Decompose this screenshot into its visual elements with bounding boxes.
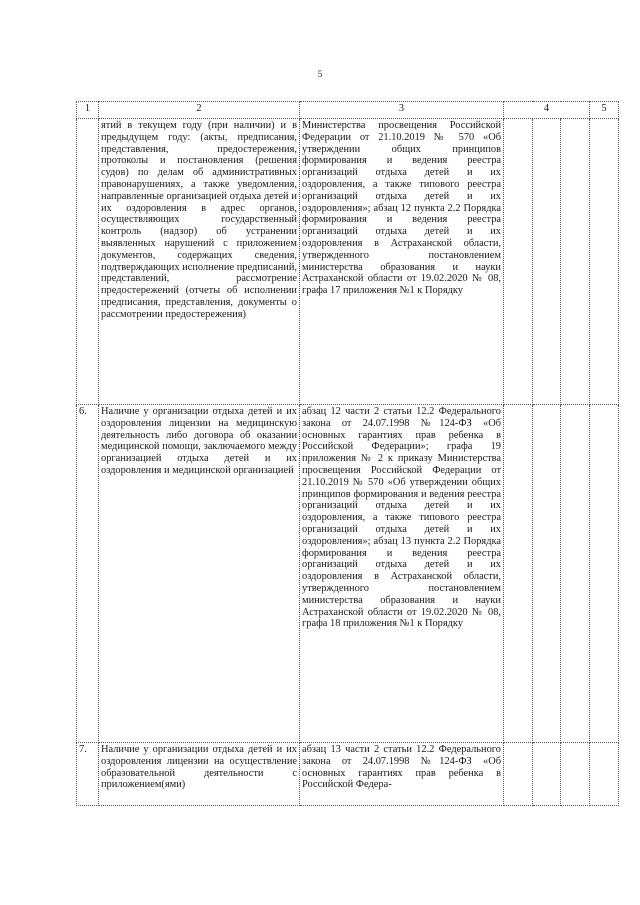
col4-cell-b — [533, 119, 561, 405]
page-number: 5 — [317, 70, 323, 80]
col5-cell — [590, 743, 619, 806]
table-row — [77, 119, 619, 405]
header-col-3: 3 — [300, 102, 504, 119]
requirement-cell: Наличие у организации отдыха детей и их оздоровления лицензии на медицинскую деятельность либо договора об оказании медицинской помощи, заключаемого между организацией отдыха детей и их оздоровления и медицинской организацией — [99, 405, 300, 743]
col4-cell-a — [504, 405, 533, 743]
col4-cell-c — [561, 743, 590, 806]
legal-basis-cell: Министерства просвещения Российской Федерации от 21.10.2019 № 570 «Об утверждении общих принципов формирования и ведения реестра организаций отдыха детей и их оздоровления, а также типового реестра организаций отдыха детей и их оздоровления»; абзац 12 пункта 2.2 Порядка формирования и ведения реестра организаций отдыха детей и их оздоровления в Астраханской области, утвержденного постановлением министерства образования и науки Астраханской области от 19.02.2020 № 08, графа 17 приложения №1 к Порядку — [300, 119, 504, 405]
col4-cell-b — [533, 405, 561, 743]
col4-cell-a — [504, 743, 533, 806]
col4-cell-b — [533, 743, 561, 806]
header-col-5: 5 — [590, 102, 619, 119]
col4-cell-c — [561, 405, 590, 743]
row-number: 6. — [77, 405, 99, 743]
row-number: 7. — [77, 743, 99, 806]
col4-cell-a — [504, 119, 533, 405]
table-row — [77, 405, 619, 743]
table-header-row — [77, 102, 619, 119]
col5-cell — [590, 405, 619, 743]
header-col-4: 4 — [504, 102, 590, 119]
requirement-cell: ятий в текущем году (при наличии) и в предыдущем году: (акты, предписания, представления, предостережения, протоколы и постановления (решения судов) по делам об административных правонарушениях, а также уведомления, направленные организацией отдыха детей и их оздоровления в адрес органов, осуществляющих государственный контроль (надзор) об устранении выявленных нарушений с приложением документов, содержащих сведения, подтверждающих исполнение предписаний, представлений, рассмотрение предостережений (отчеты об исполнении предписания, представления, документы о рассмотрении предостережения) — [99, 119, 300, 405]
header-col-2: 2 — [99, 102, 300, 119]
requirement-cell: Наличие у организации отдыха детей и их оздоровления лицензии на осуществление образовательной деятельности с приложением(ями) — [99, 743, 300, 806]
legal-basis-cell: абзац 13 части 2 статьи 12.2 Федерального закона от 24.07.1998 №124-ФЗ «Об основных гарантиях прав ребенка в Российской Федера- — [300, 743, 504, 806]
header-col-1: 1 — [77, 102, 99, 119]
col5-cell — [590, 119, 619, 405]
col4-cell-c — [561, 119, 590, 405]
checklist-table — [76, 101, 619, 806]
table-row — [77, 743, 619, 806]
legal-basis-cell: абзац 12 части 2 статьи 12.2 Федерального закона от 24.07.1998 №124-ФЗ «Об основных гарантиях прав ребенка в Российской Федерации»; графа 19 приложения № 2 к приказу Министерства просвещения Российской Федерации от 21.10.2019 № 570 «Об утверждении общих принципов формирования и ведения реестра организаций отдыха детей и их оздоровления, а также типового реестра организаций отдыха детей и их оздоровления»; абзац 13 пункта 2.2 Порядка формирования и ведения реестра организаций отдыха детей и их оздоровления в Астраханской области, утвержденного постановлением министерства образования и науки Астраханской области от 19.02.2020 № 08, графа 18 приложения №1 к Порядку — [300, 405, 504, 743]
row-number — [77, 119, 99, 405]
